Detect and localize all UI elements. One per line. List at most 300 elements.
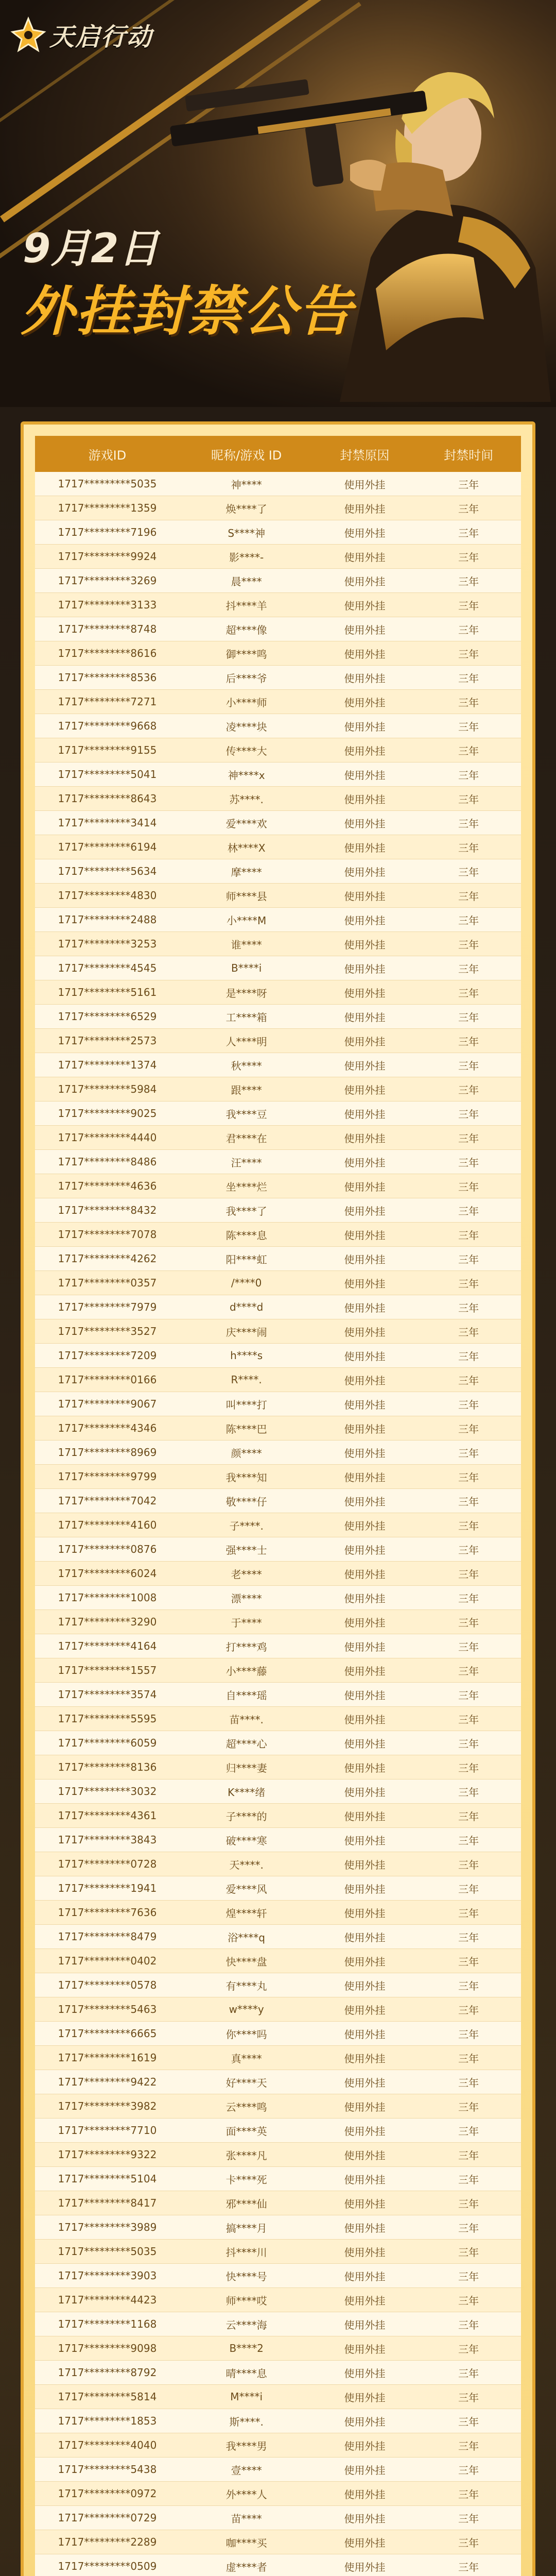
table-row (35, 1319, 521, 1344)
table-row (35, 1465, 521, 1489)
nickname-cell: 爱****风 (180, 1876, 314, 1901)
nickname-cell: 搞****月 (180, 2215, 314, 2240)
ban-duration-cell: 三年 (416, 2506, 521, 2530)
table-row (35, 1997, 521, 2022)
nickname-cell: w****y (180, 1997, 314, 2022)
table-row (35, 908, 521, 932)
game-id-cell: 1717*********7078 (35, 1223, 180, 1247)
nickname-cell: 敬****仔 (180, 1489, 314, 1513)
ban-reason-cell: 使用外挂 (313, 884, 416, 908)
game-id-cell: 1717*********8486 (35, 1150, 180, 1174)
game-id-cell: 1717*********8417 (35, 2191, 180, 2215)
nickname-cell: 我****男 (180, 2433, 314, 2458)
ban-duration-cell: 三年 (416, 1828, 521, 1852)
nickname-cell: 晨**** (180, 569, 314, 593)
ban-duration-cell: 三年 (416, 1925, 521, 1949)
table-row (35, 2094, 521, 2119)
nickname-cell: 浴****q (180, 1925, 314, 1949)
game-id-cell: 1717*********3574 (35, 1683, 180, 1707)
nickname-cell: 庆****闹 (180, 1319, 314, 1344)
ban-reason-cell: 使用外挂 (313, 1029, 416, 1053)
table-row (35, 2264, 521, 2288)
table-row (35, 932, 521, 956)
nickname-cell: 坐****烂 (180, 1174, 314, 1198)
ban-reason-cell: 使用外挂 (313, 738, 416, 762)
nickname-cell: 叫****打 (180, 1392, 314, 1416)
nickname-cell: 陈****息 (180, 1223, 314, 1247)
nickname-cell: 卡****死 (180, 2167, 314, 2191)
ban-duration-cell: 三年 (416, 593, 521, 617)
nickname-cell: 超****心 (180, 1731, 314, 1755)
game-id-cell: 1717*********2573 (35, 1029, 180, 1053)
notice-title: 外挂封禁公告 (21, 280, 355, 343)
table-row (35, 738, 521, 762)
table-row (35, 2167, 521, 2191)
ban-reason-cell: 使用外挂 (313, 908, 416, 932)
nickname-cell: 凌****块 (180, 714, 314, 738)
table-row (35, 2022, 521, 2046)
ban-reason-cell: 使用外挂 (313, 1271, 416, 1295)
game-id-cell: 1717*********9668 (35, 714, 180, 738)
ban-reason-cell: 使用外挂 (313, 1707, 416, 1731)
ban-reason-cell: 使用外挂 (313, 1658, 416, 1683)
nickname-cell: 子****的 (180, 1804, 314, 1828)
table-row (35, 811, 521, 835)
table-row (35, 859, 521, 884)
nickname-cell: 云****海 (180, 2312, 314, 2336)
game-id-cell: 1717*********5634 (35, 859, 180, 884)
header-banner (0, 0, 556, 407)
ban-reason-cell: 使用外挂 (313, 1223, 416, 1247)
ban-reason-cell: 使用外挂 (313, 932, 416, 956)
ban-reason-cell: 使用外挂 (313, 666, 416, 690)
nickname-cell: 小****师 (180, 690, 314, 714)
table-row (35, 2143, 521, 2167)
table-row (35, 1658, 521, 1683)
notice-date: 9月2日 (23, 226, 159, 272)
ban-reason-cell: 使用外挂 (313, 956, 416, 980)
nickname-cell: 自****瑶 (180, 1683, 314, 1707)
table-row (35, 1247, 521, 1271)
ban-reason-cell: 使用外挂 (313, 1586, 416, 1610)
table-row (35, 1852, 521, 1876)
game-id-cell: 1717*********6529 (35, 1005, 180, 1029)
nickname-cell: 有****丸 (180, 1973, 314, 1997)
game-id-cell: 1717*********4636 (35, 1174, 180, 1198)
game-id-cell: 1717*********8479 (35, 1925, 180, 1949)
game-id-cell: 1717*********3903 (35, 2264, 180, 2288)
ban-duration-cell: 三年 (416, 1852, 521, 1876)
table-row (35, 1029, 521, 1053)
game-id-cell: 1717*********0972 (35, 2482, 180, 2506)
ban-reason-cell: 使用外挂 (313, 2215, 416, 2240)
ban-duration-cell: 三年 (416, 1053, 521, 1077)
table-header-row (35, 436, 521, 472)
column-header-ban-duration: 封禁时间 (416, 436, 521, 472)
ban-reason-cell: 使用外挂 (313, 2554, 416, 2576)
ban-reason-cell: 使用外挂 (313, 1973, 416, 1997)
ban-duration-cell: 三年 (416, 690, 521, 714)
ban-duration-cell: 三年 (416, 2215, 521, 2240)
ban-duration-cell: 三年 (416, 1271, 521, 1295)
table-row (35, 714, 521, 738)
nickname-cell: 面****英 (180, 2119, 314, 2143)
ban-duration-cell: 三年 (416, 1295, 521, 1319)
nickname-cell: 君****在 (180, 1126, 314, 1150)
game-id-cell: 1717*********7636 (35, 1901, 180, 1925)
ban-duration-cell: 三年 (416, 520, 521, 545)
ban-duration-cell: 三年 (416, 1973, 521, 1997)
ban-reason-cell: 使用外挂 (313, 1247, 416, 1271)
game-id-cell: 1717*********0728 (35, 1852, 180, 1876)
nickname-cell: 漂**** (180, 1586, 314, 1610)
nickname-cell: B****2 (180, 2336, 314, 2361)
table-row (35, 1101, 521, 1126)
nickname-cell: 跟**** (180, 1077, 314, 1101)
table-row (35, 2119, 521, 2143)
table-row (35, 2385, 521, 2409)
nickname-cell: S****神 (180, 520, 314, 545)
ban-duration-cell: 三年 (416, 2361, 521, 2385)
nickname-cell: 小****M (180, 908, 314, 932)
ban-reason-cell: 使用外挂 (313, 1804, 416, 1828)
ban-reason-cell: 使用外挂 (313, 2046, 416, 2070)
game-id-cell: 1717*********3290 (35, 1610, 180, 1634)
table-row (35, 2433, 521, 2458)
ban-reason-cell: 使用外挂 (313, 811, 416, 835)
table-row (35, 1876, 521, 1901)
ban-duration-cell: 三年 (416, 787, 521, 811)
ban-duration-cell: 三年 (416, 1126, 521, 1150)
table-row (35, 2361, 521, 2385)
nickname-cell: 师****哎 (180, 2288, 314, 2312)
table-row (35, 2312, 521, 2336)
ban-duration-cell: 三年 (416, 641, 521, 666)
table-row (35, 835, 521, 859)
ban-duration-cell: 三年 (416, 835, 521, 859)
nickname-cell: 强****士 (180, 1537, 314, 1562)
ban-duration-cell: 三年 (416, 908, 521, 932)
ban-reason-cell: 使用外挂 (313, 617, 416, 641)
table-row (35, 2191, 521, 2215)
game-id-cell: 1717*********0166 (35, 1368, 180, 1392)
game-id-cell: 1717*********0578 (35, 1973, 180, 1997)
table-body (35, 472, 521, 2576)
table-row (35, 2288, 521, 2312)
table-row (35, 2409, 521, 2433)
game-id-cell: 1717*********0729 (35, 2506, 180, 2530)
table-row (35, 1223, 521, 1247)
game-id-cell: 1717*********5161 (35, 980, 180, 1005)
ban-duration-cell: 三年 (416, 1804, 521, 1828)
ban-duration-cell: 三年 (416, 932, 521, 956)
game-id-cell: 1717*********6024 (35, 1562, 180, 1586)
ban-duration-cell: 三年 (416, 1489, 521, 1513)
nickname-cell: 陈****巴 (180, 1416, 314, 1440)
ban-reason-cell: 使用外挂 (313, 496, 416, 520)
nickname-cell: 抖****羊 (180, 593, 314, 617)
nickname-cell: 人****明 (180, 1029, 314, 1053)
nickname-cell: 焕****了 (180, 496, 314, 520)
ban-reason-cell: 使用外挂 (313, 2433, 416, 2458)
ban-reason-cell: 使用外挂 (313, 1852, 416, 1876)
ban-reason-cell: 使用外挂 (313, 1997, 416, 2022)
table-row (35, 1295, 521, 1319)
nickname-cell: 老**** (180, 1562, 314, 1586)
game-id-cell: 1717*********8792 (35, 2361, 180, 2385)
game-id-cell: 1717*********4164 (35, 1634, 180, 1658)
nickname-cell: 林****X (180, 835, 314, 859)
ban-duration-cell: 三年 (416, 1465, 521, 1489)
game-id-cell: 1717*********3032 (35, 1780, 180, 1804)
ban-duration-cell: 三年 (416, 2119, 521, 2143)
table-row (35, 1489, 521, 1513)
table-row (35, 496, 521, 520)
table-row (35, 1973, 521, 1997)
ban-reason-cell: 使用外挂 (313, 1876, 416, 1901)
ban-reason-cell: 使用外挂 (313, 2094, 416, 2119)
ban-reason-cell: 使用外挂 (313, 1465, 416, 1489)
ban-reason-cell: 使用外挂 (313, 2070, 416, 2094)
ban-reason-cell: 使用外挂 (313, 1440, 416, 1465)
table-row (35, 1925, 521, 1949)
ban-duration-cell: 三年 (416, 1562, 521, 1586)
nickname-cell: 斯****. (180, 2409, 314, 2433)
table-row (35, 1610, 521, 1634)
ban-duration-cell: 三年 (416, 666, 521, 690)
ban-duration-cell: 三年 (416, 1901, 521, 1925)
column-header-ban-reason: 封禁原因 (313, 436, 416, 472)
nickname-cell: 神****x (180, 762, 314, 787)
game-id-cell: 1717*********9155 (35, 738, 180, 762)
game-id-cell: 1717*********7196 (35, 520, 180, 545)
nickname-cell: 苗****. (180, 1707, 314, 1731)
game-id-cell: 1717*********4262 (35, 1247, 180, 1271)
game-id-cell: 1717*********5104 (35, 2167, 180, 2191)
nickname-cell: 破****寒 (180, 1828, 314, 1852)
nickname-cell: 苏****. (180, 787, 314, 811)
ban-reason-cell: 使用外挂 (313, 1053, 416, 1077)
ban-duration-cell: 三年 (416, 1368, 521, 1392)
game-id-cell: 1717*********3269 (35, 569, 180, 593)
table-row (35, 1513, 521, 1537)
table-row (35, 472, 521, 496)
ban-reason-cell: 使用外挂 (313, 714, 416, 738)
nickname-cell: 我****知 (180, 1465, 314, 1489)
ban-reason-cell: 使用外挂 (313, 569, 416, 593)
table-row (35, 1368, 521, 1392)
ban-duration-cell: 三年 (416, 472, 521, 496)
game-id-cell: 1717*********4830 (35, 884, 180, 908)
table-row (35, 1707, 521, 1731)
game-id-cell: 1717*********9422 (35, 2070, 180, 2094)
game-id-cell: 1717*********4346 (35, 1416, 180, 1440)
game-id-cell: 1717*********1557 (35, 1658, 180, 1683)
table-row (35, 1683, 521, 1707)
table-row (35, 1949, 521, 1973)
ban-duration-cell: 三年 (416, 1416, 521, 1440)
game-id-cell: 1717*********8616 (35, 641, 180, 666)
ban-duration-cell: 三年 (416, 2312, 521, 2336)
game-id-cell: 1717*********8969 (35, 1440, 180, 1465)
ban-reason-cell: 使用外挂 (313, 1683, 416, 1707)
ban-duration-cell: 三年 (416, 1658, 521, 1683)
game-id-cell: 1717*********1008 (35, 1586, 180, 1610)
soldier-character-illustration (154, 0, 556, 407)
game-id-cell: 1717*********3253 (35, 932, 180, 956)
ban-reason-cell: 使用外挂 (313, 2119, 416, 2143)
nickname-cell: 小****藤 (180, 1658, 314, 1683)
table-row (35, 1804, 521, 1828)
nickname-cell: 阳****虹 (180, 1247, 314, 1271)
table-row (35, 520, 521, 545)
nickname-cell: 汪**** (180, 1150, 314, 1174)
table-row (35, 1634, 521, 1658)
ban-duration-cell: 三年 (416, 496, 521, 520)
ban-reason-cell: 使用外挂 (313, 787, 416, 811)
ban-duration-cell: 三年 (416, 1344, 521, 1368)
ban-duration-cell: 三年 (416, 980, 521, 1005)
game-id-cell: 1717*********9025 (35, 1101, 180, 1126)
game-id-cell: 1717*********3989 (35, 2215, 180, 2240)
ban-duration-cell: 三年 (416, 2458, 521, 2482)
table-row (35, 2240, 521, 2264)
ban-duration-cell: 三年 (416, 1077, 521, 1101)
nickname-cell: 我****豆 (180, 1101, 314, 1126)
table-row (35, 1150, 521, 1174)
nickname-cell: 师****县 (180, 884, 314, 908)
game-id-cell: 1717*********6665 (35, 2022, 180, 2046)
game-id-cell: 1717*********8536 (35, 666, 180, 690)
game-id-cell: 1717*********9098 (35, 2336, 180, 2361)
nickname-cell: 咖****买 (180, 2530, 314, 2554)
table-row (35, 1077, 521, 1101)
ban-duration-cell: 三年 (416, 1392, 521, 1416)
ban-reason-cell: 使用外挂 (313, 2385, 416, 2409)
game-id-cell: 1717*********6194 (35, 835, 180, 859)
ban-duration-cell: 三年 (416, 1586, 521, 1610)
ban-reason-cell: 使用外挂 (313, 1755, 416, 1780)
ban-duration-cell: 三年 (416, 2094, 521, 2119)
nickname-cell: 云****鸣 (180, 2094, 314, 2119)
nickname-cell: 后****爷 (180, 666, 314, 690)
nickname-cell: 快****盘 (180, 1949, 314, 1973)
ban-duration-cell: 三年 (416, 2240, 521, 2264)
ban-reason-cell: 使用外挂 (313, 1537, 416, 1562)
table-row (35, 956, 521, 980)
game-id-cell: 1717*********8432 (35, 1198, 180, 1223)
nickname-cell: 超****像 (180, 617, 314, 641)
nickname-cell: 影****- (180, 545, 314, 569)
ban-duration-cell: 三年 (416, 1876, 521, 1901)
ban-reason-cell: 使用外挂 (313, 2482, 416, 2506)
table-row (35, 1780, 521, 1804)
ban-reason-cell: 使用外挂 (313, 2240, 416, 2264)
ban-duration-cell: 三年 (416, 2191, 521, 2215)
ban-list-table (35, 436, 521, 2576)
game-id-cell: 1717*********7042 (35, 1489, 180, 1513)
table-row (35, 1586, 521, 1610)
ban-reason-cell: 使用外挂 (313, 641, 416, 666)
table-row (35, 2458, 521, 2482)
table-row (35, 617, 521, 641)
ban-reason-cell: 使用外挂 (313, 1101, 416, 1126)
star-emblem-icon (10, 16, 46, 53)
nickname-cell: 壹**** (180, 2458, 314, 2482)
ban-reason-cell: 使用外挂 (313, 2143, 416, 2167)
nickname-cell: 打****鸡 (180, 1634, 314, 1658)
ban-reason-cell: 使用外挂 (313, 520, 416, 545)
ban-duration-cell: 三年 (416, 859, 521, 884)
ban-duration-cell: 三年 (416, 2070, 521, 2094)
ban-duration-cell: 三年 (416, 2288, 521, 2312)
ban-reason-cell: 使用外挂 (313, 472, 416, 496)
game-id-cell: 1717*********4361 (35, 1804, 180, 1828)
ban-duration-cell: 三年 (416, 2482, 521, 2506)
table-row (35, 1828, 521, 1852)
table-row (35, 1755, 521, 1780)
nickname-cell: 颜**** (180, 1440, 314, 1465)
game-id-cell: 1717*********5035 (35, 472, 180, 496)
ban-reason-cell: 使用外挂 (313, 1731, 416, 1755)
game-id-cell: 1717*********3843 (35, 1828, 180, 1852)
ban-duration-cell: 三年 (416, 2143, 521, 2167)
game-id-cell: 1717*********8136 (35, 1755, 180, 1780)
table-row (35, 1392, 521, 1416)
ban-reason-cell: 使用外挂 (313, 2530, 416, 2554)
ban-duration-cell: 三年 (416, 1707, 521, 1731)
column-header-game-id: 游戏ID (35, 436, 180, 472)
nickname-cell: 抖****川 (180, 2240, 314, 2264)
ban-duration-cell: 三年 (416, 545, 521, 569)
ban-list-panel (21, 421, 535, 2576)
nickname-cell: 虚****者 (180, 2554, 314, 2576)
ban-duration-cell: 三年 (416, 2336, 521, 2361)
ban-duration-cell: 三年 (416, 2554, 521, 2576)
ban-duration-cell: 三年 (416, 2409, 521, 2433)
ban-reason-cell: 使用外挂 (313, 1174, 416, 1198)
game-id-cell: 1717*********7209 (35, 1344, 180, 1368)
ban-reason-cell: 使用外挂 (313, 2336, 416, 2361)
ban-duration-cell: 三年 (416, 569, 521, 593)
nickname-cell: 你****吗 (180, 2022, 314, 2046)
game-id-cell: 1717*********5984 (35, 1077, 180, 1101)
nickname-cell: B****i (180, 956, 314, 980)
column-header-nickname: 昵称/游戏 ID (180, 436, 314, 472)
ban-duration-cell: 三年 (416, 811, 521, 835)
game-id-cell: 1717*********0357 (35, 1271, 180, 1295)
ban-reason-cell: 使用外挂 (313, 2191, 416, 2215)
ban-reason-cell: 使用外挂 (313, 2409, 416, 2433)
game-id-cell: 1717*********1359 (35, 496, 180, 520)
game-id-cell: 1717*********7271 (35, 690, 180, 714)
game-id-cell: 1717*********5035 (35, 2240, 180, 2264)
nickname-cell: /****0 (180, 1271, 314, 1295)
nickname-cell: 工****箱 (180, 1005, 314, 1029)
table-row (35, 1271, 521, 1295)
game-id-cell: 1717*********4440 (35, 1126, 180, 1150)
game-id-cell: 1717*********9067 (35, 1392, 180, 1416)
ban-reason-cell: 使用外挂 (313, 859, 416, 884)
ban-duration-cell: 三年 (416, 1537, 521, 1562)
ban-duration-cell: 三年 (416, 617, 521, 641)
ban-reason-cell: 使用外挂 (313, 1077, 416, 1101)
ban-duration-cell: 三年 (416, 1949, 521, 1973)
game-id-cell: 1717*********0402 (35, 1949, 180, 1973)
ban-duration-cell: 三年 (416, 1610, 521, 1634)
table-row (35, 690, 521, 714)
ban-duration-cell: 三年 (416, 2022, 521, 2046)
